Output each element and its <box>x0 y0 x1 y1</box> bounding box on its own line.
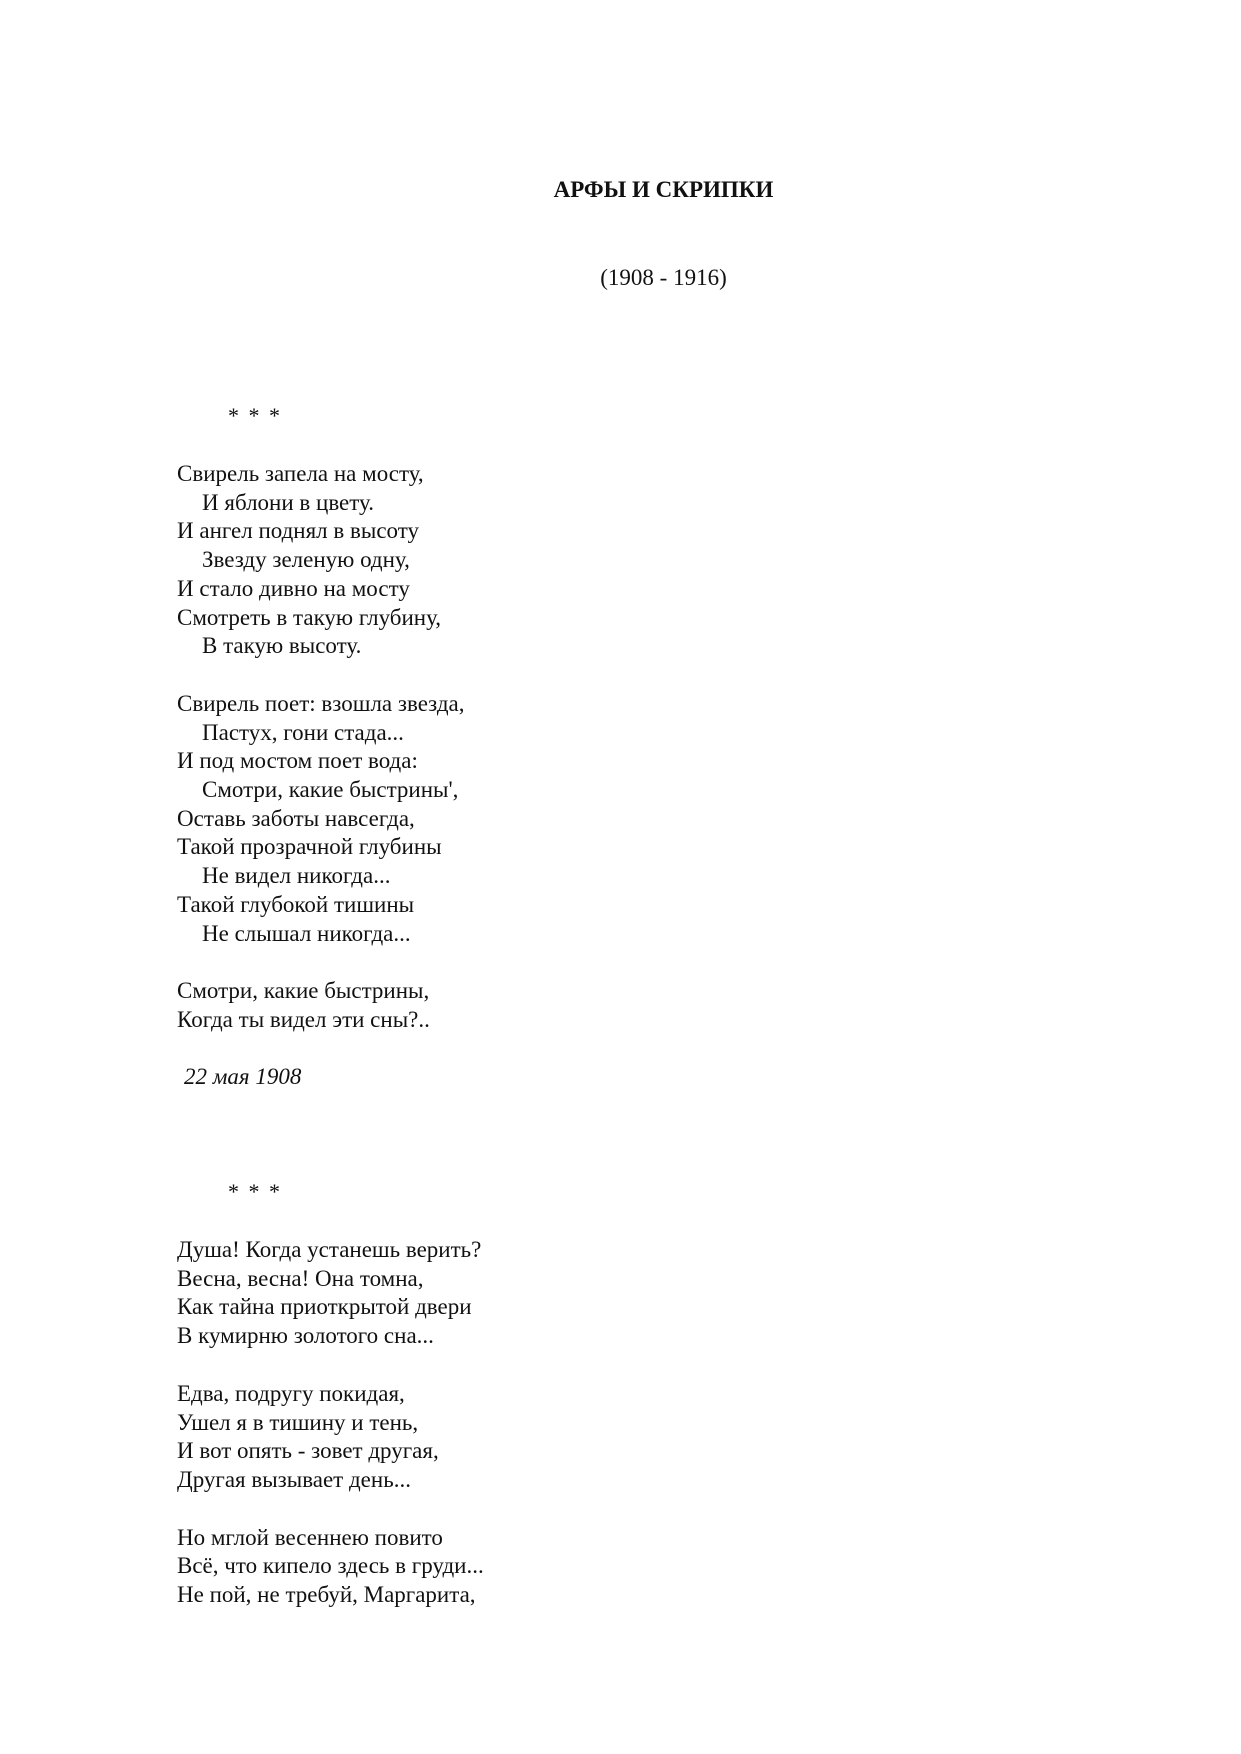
stanza <box>177 1524 777 1610</box>
poem-line: И вот опять - зовет другая, <box>177 1438 439 1464</box>
poem-line: Но мглой весеннею повито <box>177 1524 443 1550</box>
poem-line: Смотри, какие быстрины', <box>202 777 459 803</box>
stanza <box>177 1236 777 1351</box>
stanza <box>177 690 777 948</box>
poem-line: Такой глубокой тишины <box>177 891 415 917</box>
poem-line: И яблони в цвету. <box>202 489 374 515</box>
poem-line: Такой прозрачной глубины <box>177 834 442 860</box>
poem-line: Пастух, гони стада... <box>202 719 404 745</box>
poem-marker: * * * <box>228 403 282 428</box>
poem-line: Весна, весна! Она томна, <box>177 1265 424 1291</box>
poem-line: Не пой, не требуй, Маргарита, <box>177 1582 476 1608</box>
poem-date: 22 мая 1908 <box>184 1063 302 1089</box>
poem-line: Смотри, какие быстрины, <box>177 978 430 1004</box>
poem-line: Когда ты видел эти сны?.. <box>177 1006 430 1032</box>
poem-line: Не слышал никогда... <box>202 920 411 946</box>
poem <box>177 402 777 1091</box>
poem-body <box>177 1236 777 1610</box>
page-title: АРФЫ И СКРИПКИ <box>553 177 774 202</box>
poem <box>177 1178 777 1639</box>
poem-line: Душа! Когда устанешь верить? <box>177 1237 482 1262</box>
poem-line: Звезду зеленую одну, <box>202 547 410 573</box>
poem-line: Не видел никогда... <box>202 863 391 889</box>
stanza <box>177 977 777 1034</box>
poem-line: Смотреть в такую глубину, <box>177 604 442 630</box>
poem-line: И под мостом поет вода: <box>177 748 418 774</box>
stanza <box>177 460 777 661</box>
poem-marker: * * * <box>228 1179 282 1204</box>
poem-line: Другая вызывает день... <box>177 1466 411 1492</box>
stanza <box>177 1380 777 1495</box>
poem-line: Как тайна приоткрытой двери <box>177 1294 472 1320</box>
poem-line: Свирель запела на мосту, <box>177 461 424 486</box>
poem-line: Едва, подругу покидая, <box>177 1380 405 1406</box>
poem-line: Оставь заботы навсегда, <box>177 805 415 831</box>
poem-line: И ангел поднял в высоту <box>177 518 419 544</box>
poem-line: В кумирню золотого сна... <box>177 1323 434 1349</box>
poem-line: Всё, что кипело здесь в груди... <box>177 1553 484 1579</box>
poem-body <box>177 460 777 1091</box>
poem-line: Ушел я в тишину и тень, <box>177 1409 419 1435</box>
poem-line: Свирель поет: взошла звезда, <box>177 690 465 716</box>
poem-line: И стало дивно на мосту <box>177 575 410 601</box>
period-subtitle: (1908 - 1916) <box>600 265 727 290</box>
poem-line: В такую высоту. <box>202 633 362 659</box>
